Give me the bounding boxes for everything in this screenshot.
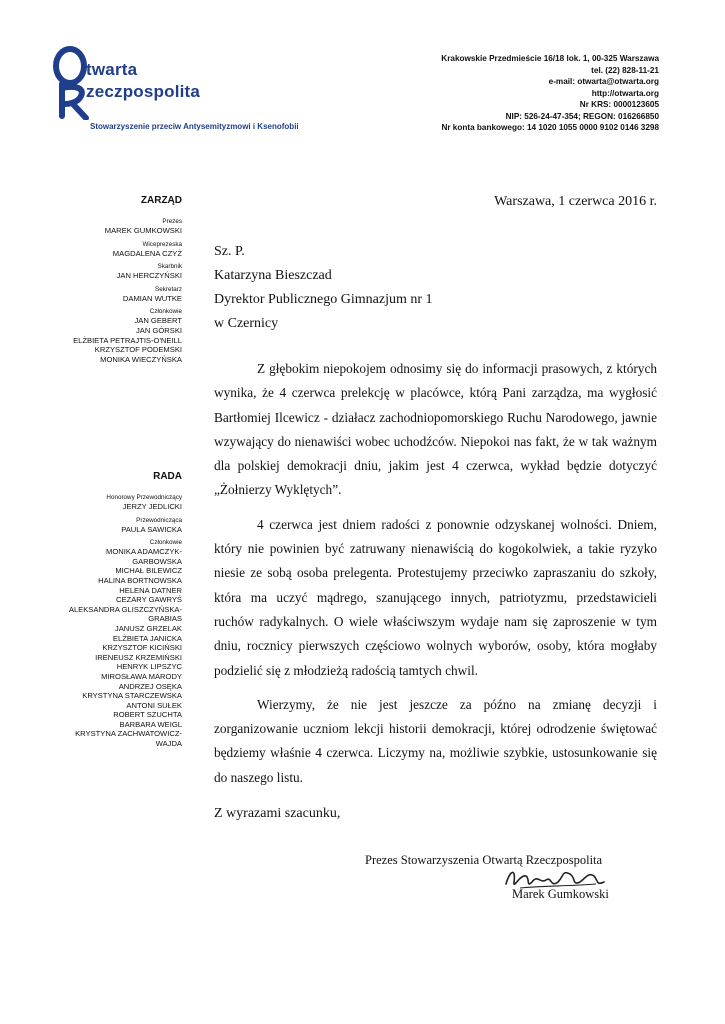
member-name: ROBERT SZUCHTA (113, 710, 182, 720)
member-name: HENRYK LIPSZYC (116, 662, 182, 672)
role-label: Skarbnik (157, 263, 182, 271)
role-label: Wiceprezeska (142, 240, 182, 248)
member-name: JERZY JEDLICKI (122, 502, 182, 511)
member-name: KRYSTYNA ZACHWATOWICZ- (75, 729, 182, 739)
contact-email: e-mail: otwarta@otwarta.org (548, 77, 659, 86)
council-heading: RADA (153, 471, 182, 482)
role-label: Prezes (162, 218, 182, 225)
logo-emblem-icon (52, 40, 112, 120)
recipient-name: Katarzyna Bieszczad (214, 268, 332, 283)
member-name: ANTONI SUŁEK (126, 700, 182, 710)
member-name: CEZARY GAWRYŚ (116, 595, 182, 605)
member-name: DAMIAN WUTKE (122, 293, 182, 303)
member-name: HALINA BORTNOWSKA (98, 575, 182, 585)
contact-block (441, 53, 659, 134)
recipient-location: w Czernicy (214, 316, 279, 331)
member-name: WAJDA (155, 739, 182, 749)
letter-paragraph: Wierzymy, że nie jest jeszcze za późno na zmianę decyzji i zorganizowanie uczniom lekcji historii demokracji, której odrodzenie świętować będziemy właśnie 4 czerwca. Liczymy na, możliwie szybkie, ustosunkowanie się do naszego listu. (214, 696, 657, 785)
sidebar-council (40, 471, 182, 749)
member-name: HELENA DATNER (119, 585, 182, 595)
sidebar-board (40, 195, 182, 364)
signature-title: Prezes Stowarzyszenia Otwartą Rzeczpospolita (365, 853, 603, 867)
signature-name: Marek Gumkowski (512, 887, 609, 901)
role-label: Członkowie (149, 539, 182, 547)
member-name: ELŻBIETA PETRAJTIS-O'NEILL (73, 335, 182, 345)
board-heading: ZARZĄD (140, 195, 182, 206)
member-name: ELŻBIETA JANICKA (112, 633, 182, 643)
letter-paragraph: 4 czerwca jest dniem radości z ponownie odzyskanej wolności. Dniem, który nie powinien być zatruwany nienawiścią do kogokolwiek, a takie ryzyko niesie ze sobą osoba prelegenta. Protestujemy przeciwko zapraszaniu do szkoły, która ma uczyć mądrego, szanującego innych, patriotyzmu, przedstawicieli ruchów radykalnych. O wiele właściwszym wydaje nam się zaproszenie w tym dniu, rocznicy pierwszych częściowo wolnych wyborów, osoby, która mogłaby podzielić się z młodzieżą radością tamtych chwil. (214, 516, 657, 678)
member-name: PAULA SAWICKA (121, 524, 182, 534)
contact-krs: Nr KRS: 0000123605 (579, 100, 659, 109)
contact-address: Krakowskie Przedmieście 16/18 lok. 1, 00-325 Warszawa (441, 54, 659, 63)
member-name: JAN GÓRSKI (136, 325, 182, 335)
contact-phone: tel. (22) 828-11-21 (591, 65, 659, 75)
recipient-salutation: Sz. P. (214, 244, 245, 259)
logo-subtitle: Stowarzyszenie przeciw Antysemityzmowi i Ksenofobii (90, 122, 299, 131)
contact-bank-account: Nr konta bankowego: 14 1020 1055 0000 9102 0146 3298 (441, 123, 659, 132)
logo-text-line1: twarta (86, 60, 138, 79)
member-name: BARBARA WEIGL (119, 719, 182, 729)
role-label: Przewodnicząca (136, 516, 182, 524)
member-name: JAN GEBERT (134, 316, 182, 326)
contact-nip-regon: NIP: 526-24-47-354; REGON: 016266850 (505, 111, 659, 121)
member-name: MICHAŁ BILEWICZ (115, 566, 182, 576)
member-name: KRZYSZTOF KICIŃSKI (102, 643, 182, 653)
member-name: ALEKSANDRA GLISZCZYŃSKA- (68, 604, 182, 614)
letter-closing: Z wyrazami szacunku, (214, 806, 341, 821)
letter-paragraph: Z głębokim niepokojem odnosimy się do informacji prasowych, z których wynika, że 4 czerwca prelekcję w placówce, którą Pani zarządza, ma wygłosić Bartłomiej Ilcewicz - działacz zachodniopomorskiego Ruchu Narodowego, jawnie wzywający do nienawiści wobec uchodźców. Niepokoi nas fakt, że w tak ważnym dla polskiej demokracji dniu, jakim jest 4 czerwca, wykład będzie dotyczyć „Żołnierzy Wyklętych”. (214, 361, 657, 498)
member-name: JAN HERCZYŃSKI (116, 271, 182, 281)
recipient-position: Dyrektor Publicznego Gimnazjum nr 1 (214, 292, 433, 307)
member-name: MAREK GUMKOWSKI (104, 226, 182, 235)
member-name: GRABIAS (148, 614, 182, 624)
recipient-block (214, 240, 433, 336)
member-name: KRZYSZTOF PODEMSKI (94, 345, 182, 355)
role-label: Honorowy Przewodniczący (106, 494, 182, 501)
member-name: MONIKA ADAMCZYK- (106, 547, 182, 557)
letter-body (214, 357, 657, 800)
logo-text-line2: zeczpospolita (86, 82, 201, 101)
member-name: IRENEUSZ KRZEMIŃSKI (95, 652, 182, 662)
member-name: MAGDALENA CZYŻ (112, 248, 182, 258)
member-name: ANDRZEJ OSĘKA (118, 681, 182, 691)
member-name: KRYSTYNA STARCZEWSKA (82, 691, 182, 701)
member-name: MIROSŁAWA MARODY (101, 671, 182, 681)
contact-website: http://otwarta.org (591, 88, 659, 98)
member-name: GARBOWSKA (132, 556, 182, 566)
member-name: MONIKA WIECZYŃSKA (100, 354, 182, 364)
role-label: Członkowie (149, 308, 182, 316)
organization-logo (52, 40, 312, 140)
letter-date: Warszawa, 1 czerwca 2016 r. (494, 194, 657, 209)
member-name: JANUSZ GRZELAK (114, 623, 182, 633)
role-label: Sekretarz (155, 285, 182, 293)
